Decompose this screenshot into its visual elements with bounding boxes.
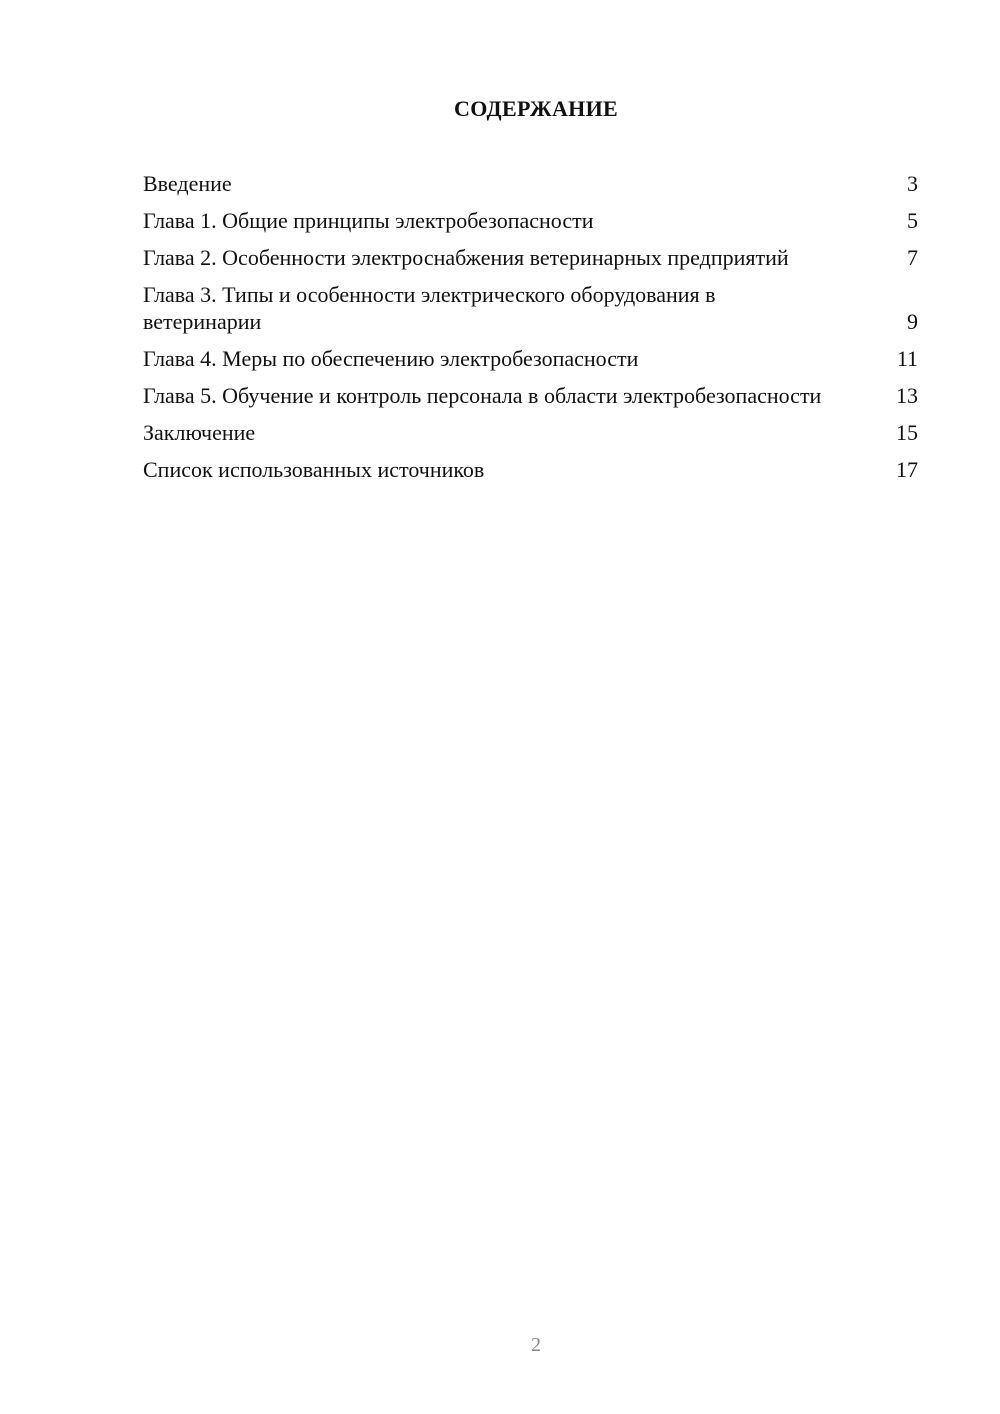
toc-entry-page: 3 (907, 171, 918, 196)
toc-entry-title: Список использованных источников (143, 457, 485, 482)
toc-entry-page: 17 (896, 457, 918, 482)
toc-entry-page: 13 (896, 383, 918, 408)
table-of-contents (143, 170, 918, 493)
toc-entry-chapter-3 (143, 281, 918, 335)
toc-entry-chapter-2 (143, 244, 918, 271)
toc-entry-introduction (143, 170, 918, 197)
page-number: 2 (531, 1334, 541, 1356)
toc-entry-title: Заключение (143, 420, 256, 445)
toc-entry-page: 5 (907, 208, 918, 233)
toc-entry-title: Глава 4. Меры по обеспечению электробезопасности (143, 346, 639, 371)
toc-entry-chapter-5 (143, 382, 918, 409)
toc-entry-chapter-1 (143, 207, 918, 234)
toc-entry-title: Глава 5. Обучение и контроль персонала в области электробезопасности (143, 383, 822, 408)
toc-entry-conclusion (143, 419, 918, 446)
toc-entry-page: 7 (907, 245, 918, 270)
toc-entry-chapter-4 (143, 345, 918, 372)
page-title: СОДЕРЖАНИЕ (454, 96, 618, 121)
toc-entry-title: Введение (143, 171, 232, 196)
toc-entry-title: Глава 1. Общие принципы электробезопасности (143, 208, 594, 233)
toc-entry-references (143, 456, 918, 483)
toc-entry-page: 11 (896, 346, 918, 371)
toc-entry-title: Глава 3. Типы и особенности электрического оборудования в ветеринарии (143, 282, 716, 334)
toc-entry-page: 15 (896, 420, 918, 445)
toc-entry-page: 9 (907, 309, 918, 334)
toc-entry-title: Глава 2. Особенности электроснабжения ветеринарных предприятий (143, 245, 789, 270)
